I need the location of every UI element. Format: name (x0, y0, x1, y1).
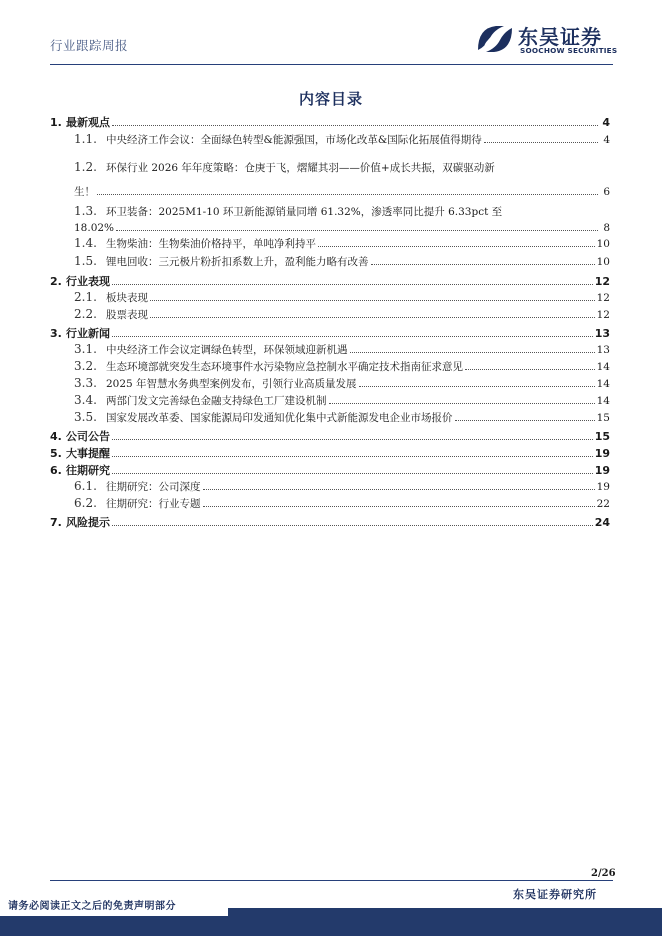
toc-entry-page: 13 (596, 344, 610, 356)
toc-entry-text-cont: 18.02% (74, 222, 115, 234)
toc-entry-page: 14 (596, 395, 610, 407)
toc-entry[interactable] (50, 114, 610, 130)
toc-entry-continuation[interactable] (74, 184, 610, 200)
leader-dots (465, 359, 595, 370)
toc-entry[interactable] (74, 393, 610, 409)
toc-entry-number: 5. (50, 447, 62, 460)
toc-entry-page: 4 (603, 134, 610, 146)
toc-entry-page: 14 (596, 361, 610, 373)
toc-entry-page: 19 (596, 481, 610, 493)
toc-entry-page: 4 (602, 116, 610, 129)
toc-entry-number: 1.1. (74, 132, 97, 146)
toc-entry-number: 1.5. (74, 254, 97, 268)
toc-entry-page: 12 (596, 292, 610, 304)
toc-title: 内容目录 (298, 90, 363, 108)
toc-entry-number: 3.4. (74, 393, 97, 407)
leader-dots (112, 326, 593, 337)
toc-entry[interactable] (74, 307, 610, 323)
toc-entry[interactable] (74, 479, 610, 495)
brand-subtitle: SOOCHOW SECURITIES (520, 46, 618, 55)
toc-entry-text: 环卫装备：2025M1-10 环卫新能源销量同增 61.32%，渗透率同比提升 6.33pct 至 (106, 206, 503, 218)
toc-entry-page: 12 (596, 309, 610, 321)
toc-entry-text: 行业表现 (66, 275, 110, 288)
toc-entry-text: 往期研究 (66, 464, 110, 477)
toc-entry-number: 6. (50, 464, 62, 477)
toc-entry-text: 国家发展改革委、国家能源局印发通知优化集中式新能源发电企业市场报价 (106, 412, 453, 424)
toc-entry[interactable] (74, 160, 610, 176)
brand-logo (474, 18, 624, 64)
footer-brand: 东吴证券研究所 (513, 888, 597, 901)
toc-entry-number: 3.5. (74, 410, 97, 424)
toc-entry-number: 2.2. (74, 307, 97, 321)
toc-entry-number: 6.1. (74, 479, 97, 493)
toc-entry-page: 15 (594, 430, 610, 443)
toc-entry[interactable] (74, 236, 610, 252)
toc-entry-page: 10 (596, 256, 610, 268)
toc-entry[interactable] (74, 342, 610, 358)
toc-entry-page: 19 (594, 447, 610, 460)
leader-dots (329, 393, 595, 404)
toc-entry-text: 大事提醒 (66, 447, 110, 460)
toc-entry-page: 6 (603, 186, 610, 198)
brand-name: 东吴证券 (518, 25, 602, 49)
toc-entry-page: 10 (596, 238, 610, 250)
toc-entry-number: 1.3. (74, 204, 97, 218)
toc-entry[interactable] (74, 376, 610, 392)
toc-entry[interactable] (74, 410, 610, 426)
toc-entry-number: 1.4. (74, 236, 97, 250)
report-type-label: 行业跟踪周报 (50, 38, 129, 53)
leader-dots (112, 429, 593, 440)
toc-entry[interactable] (74, 132, 610, 148)
leader-dots (150, 290, 595, 301)
toc-entry-text: 风险提示 (66, 516, 110, 529)
toc-entry-text: 环保行业 2026 年年度策略：仓庚于飞，熠耀其羽——价值+成长共振，双碳驱动新 (106, 162, 495, 174)
toc-entry-number: 6.2. (74, 496, 97, 510)
toc-entry-text: 生态环境部就突发生态环境事件水污染物应急控制水平确定技术指南征求意见 (106, 361, 463, 373)
page-number: 2/26 (591, 868, 616, 879)
toc-entry-number: 1. (50, 116, 62, 129)
toc-entry-page: 12 (594, 275, 610, 288)
leader-dots (112, 463, 593, 474)
toc-entry-page: 19 (594, 464, 610, 477)
toc-entry[interactable] (74, 290, 610, 306)
toc-entry[interactable] (50, 445, 610, 461)
toc-entry-page: 13 (594, 327, 610, 340)
toc-entry-page: 24 (594, 516, 610, 529)
toc-entry-text: 锂电回收：三元极片粉折扣系数上升，盈利能力略有改善 (106, 256, 369, 268)
leader-dots (112, 515, 593, 526)
toc-entry-text: 生物柴油：生物柴油价格持平，单吨净利持平 (106, 238, 316, 250)
toc-entry-page: 22 (596, 498, 610, 510)
leader-dots (116, 220, 598, 231)
toc-entry-number: 4. (50, 430, 62, 443)
header-divider (50, 64, 613, 65)
toc-entry-number: 3.2. (74, 359, 97, 373)
leader-dots (112, 274, 593, 285)
leader-dots (97, 184, 598, 195)
toc-entry[interactable] (74, 496, 610, 512)
toc-entry-text: 中央经济工作会议：全面绿色转型&能源强国，市场化改革&国际化拓展值得期待 (106, 134, 482, 146)
leader-dots (350, 342, 595, 353)
footer-divider (50, 880, 613, 881)
toc-entry-text: 股票表现 (106, 309, 148, 321)
leader-dots (455, 410, 595, 421)
toc-entry-number: 3. (50, 327, 62, 340)
toc-entry[interactable] (74, 204, 610, 220)
toc-entry-text: 往期研究：行业专题 (106, 498, 201, 510)
toc-entry[interactable] (74, 254, 610, 270)
toc-entry-page: 15 (596, 412, 610, 424)
leader-dots (318, 236, 595, 247)
toc-entry[interactable] (50, 428, 610, 444)
soochow-logo-icon (474, 20, 516, 58)
toc-entry[interactable] (74, 359, 610, 375)
toc-entry-number: 2. (50, 275, 62, 288)
toc-entry-text: 板块表现 (106, 292, 148, 304)
leader-dots (203, 496, 595, 507)
leader-dots (359, 376, 595, 387)
toc-entry-number: 3.1. (74, 342, 97, 356)
toc-entry-continuation[interactable] (74, 220, 610, 236)
toc-entry-text: 往期研究：公司深度 (106, 481, 201, 493)
toc-entry-page: 8 (603, 222, 610, 234)
leader-dots (484, 132, 598, 143)
toc-entry-text-cont: 生！ (74, 186, 95, 198)
toc-entry[interactable] (50, 462, 610, 478)
leader-dots (112, 115, 598, 126)
toc-entry-page: 14 (596, 378, 610, 390)
toc-entry-number: 1.2. (74, 160, 97, 174)
toc-entry-number: 7. (50, 516, 62, 529)
leader-dots (150, 307, 595, 318)
toc-entry-text: 中央经济工作会议定调绿色转型，环保领域迎新机遇 (106, 344, 348, 356)
toc-entry-text: 行业新闻 (66, 327, 110, 340)
toc-entry-number: 3.3. (74, 376, 97, 390)
toc-entry-text: 公司公告 (66, 430, 110, 443)
leader-dots (203, 479, 595, 490)
toc-entry-text: 最新观点 (66, 116, 110, 129)
toc-entry[interactable] (50, 514, 610, 530)
leader-dots (371, 254, 595, 265)
toc-entry-number: 2.1. (74, 290, 97, 304)
toc-entry-text: 2025 年智慧水务典型案例发布，引领行业高质量发展 (106, 378, 357, 390)
leader-dots (112, 446, 593, 457)
disclaimer-note: 请务必阅读正文之后的免责声明部分 (0, 897, 228, 916)
toc-entry-text: 两部门发文完善绿色金融支持绿色工厂建设机制 (106, 395, 327, 407)
toc-entry[interactable] (50, 325, 610, 341)
toc-entry[interactable] (50, 273, 610, 289)
